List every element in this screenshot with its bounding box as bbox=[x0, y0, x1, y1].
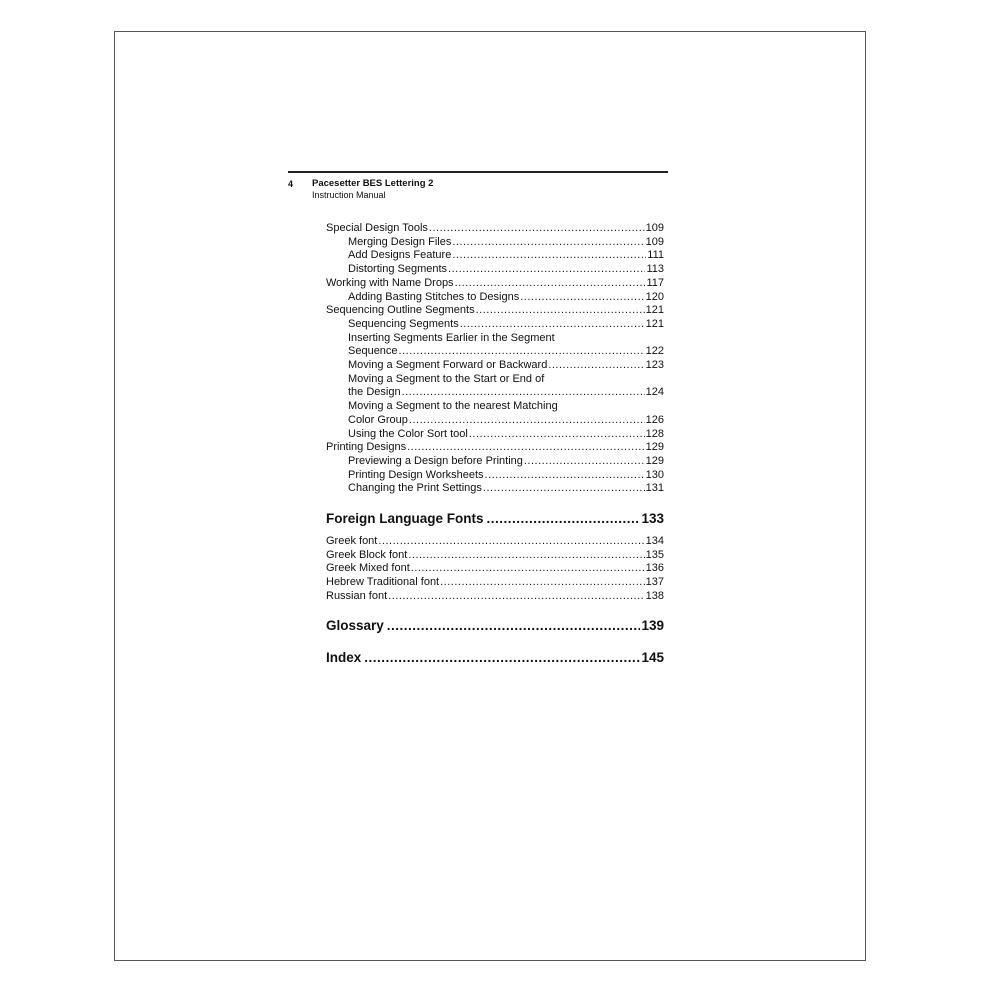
toc-entry-inserting-segments[interactable]: Sequence ..... 122 bbox=[326, 345, 664, 359]
table-of-contents bbox=[326, 222, 664, 666]
header-page-number: 4 bbox=[288, 179, 294, 189]
toc-entry-sequencing-segments[interactable]: Sequencing Segments ..... 121 bbox=[326, 318, 664, 332]
toc-entry-russian-font[interactable]: Russian font ..... 138 bbox=[326, 590, 664, 604]
toc-entry-moving-color-group[interactable]: Color Group ..... 126 bbox=[326, 414, 664, 428]
toc-entry-adding-basting-stitches[interactable]: Adding Basting Stitches to Designs ..... 120 bbox=[326, 291, 664, 305]
toc-entry-distorting-segments[interactable]: Distorting Segments ..... 113 bbox=[326, 263, 664, 277]
toc-entry-moving-forward-backward[interactable]: Moving a Segment Forward or Backward ..... 123 bbox=[326, 359, 664, 373]
toc-entry-printing-designs[interactable]: Printing Designs ..... 129 bbox=[326, 441, 664, 455]
toc-entry-printing-worksheets[interactable]: Printing Design Worksheets ..... 130 bbox=[326, 469, 664, 483]
toc-entry-color-sort-tool[interactable]: Using the Color Sort tool ..... 128 bbox=[326, 428, 664, 442]
toc-entry-inserting-segments-line1[interactable]: Inserting Segments Earlier in the Segment bbox=[348, 331, 555, 344]
toc-entry-hebrew-traditional-font[interactable]: Hebrew Traditional font ..... 137 bbox=[326, 576, 664, 590]
toc-entry-moving-start-end[interactable]: the Design ..... 124 bbox=[326, 386, 664, 400]
toc-entry-special-design-tools[interactable]: Special Design Tools ..... 109 bbox=[326, 222, 664, 236]
toc-entry-sequencing-outline-segments[interactable]: Sequencing Outline Segments ..... 121 bbox=[326, 304, 664, 318]
toc-chapter-glossary[interactable]: Glossary ..... 139 bbox=[326, 618, 664, 634]
toc-chapter-index[interactable]: Index ..... 145 bbox=[326, 650, 664, 666]
toc-entry-merging-design-files[interactable]: Merging Design Files ..... 109 bbox=[326, 236, 664, 250]
toc-entry-moving-color-group-line1[interactable]: Moving a Segment to the nearest Matching bbox=[348, 400, 558, 413]
toc-entry-working-with-name-drops[interactable]: Working with Name Drops ..... 117 bbox=[326, 277, 664, 291]
toc-entry-greek-block-font[interactable]: Greek Block font ..... 135 bbox=[326, 549, 664, 563]
page-header bbox=[288, 171, 668, 200]
header-title: Pacesetter BES Lettering 2 bbox=[312, 178, 434, 189]
header-subtitle: Instruction Manual bbox=[312, 190, 386, 200]
toc-chapter-foreign-language-fonts[interactable]: Foreign Language Fonts ..... 133 bbox=[326, 511, 664, 527]
toc-entry-moving-start-end-line1[interactable]: Moving a Segment to the Start or End of bbox=[348, 372, 545, 385]
toc-entry-greek-mixed-font[interactable]: Greek Mixed font ..... 136 bbox=[326, 562, 664, 576]
toc-entry-print-settings[interactable]: Changing the Print Settings ..... 131 bbox=[326, 482, 664, 496]
toc-entry-previewing-design[interactable]: Previewing a Design before Printing ..... 129 bbox=[326, 455, 664, 469]
toc-entry-greek-font[interactable]: Greek font ..... 134 bbox=[326, 535, 664, 549]
toc-entry-add-designs-feature[interactable]: Add Designs Feature ..... 111 bbox=[326, 249, 664, 263]
